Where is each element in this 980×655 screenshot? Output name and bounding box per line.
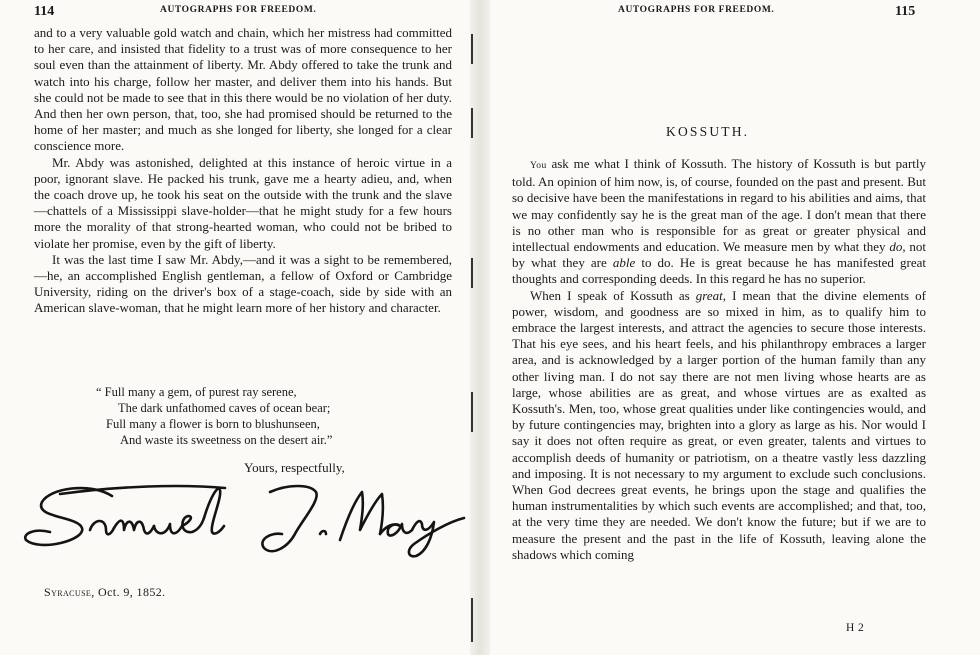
right-running-title: AUTOGRAPHS FOR FREEDOM. bbox=[618, 5, 775, 15]
left-paragraph-2: Mr. Abdy was astonished, delighted at this instance of heroic virtue in a poor, ignorant slave. He packed his trunk, gave me a hearty adieu, and, when the coach drove up, he took his seat on the outside with the trunk and the slave—chattels of a Mississippi slave-holder—that he might study for a few hours more the morality of that strong-hearted woman, who could not be bribed to violate her promise, even by the gift of liberty. bbox=[34, 154, 452, 251]
right-paragraph-1: You ask me what I think of Kossuth. The history of Kossuth is but partly told. An opinion of him now, is, of course, founded on the past and present. But so decisive have been the manifestations in regard to his abilities and aims, that we may confidently say he is the great man of the age. I don't mean that there is no other man who is responsible for as great or greater physical and intellectual endowments and education. We measure men by what they do, not by what they are able to do. He is great because he has manifested great thoughts and corresponding deeds. In this regard he has no superior. bbox=[512, 156, 926, 287]
poem-stanza bbox=[96, 384, 332, 448]
left-body-text bbox=[34, 25, 452, 317]
book-gutter bbox=[470, 0, 490, 655]
right-body-text bbox=[512, 156, 926, 563]
poem-line-3: Full many a flower is born to blushunseen, bbox=[106, 417, 320, 431]
left-page bbox=[0, 0, 470, 655]
closing-salutation: Yours, respectfully, bbox=[244, 460, 345, 475]
left-running-title: AUTOGRAPHS FOR FREEDOM. bbox=[160, 5, 317, 15]
signature-mark: H 2 bbox=[846, 622, 865, 634]
essay-title: KOSSUTH. bbox=[666, 124, 750, 139]
poem-line-4: And waste its sweetness on the desert air.” bbox=[120, 433, 333, 447]
right-page-number: 115 bbox=[895, 4, 916, 19]
left-paragraph-3: It was the last time I saw Mr. Abdy,—and it was a sight to be remembered,—he, an accomplished English gentleman, a fellow of Oxford or Cambridge University, riding on the driver's box of a stage-coach, side by side with an American slave-woman, that he might learn more of her history and character. bbox=[34, 251, 452, 316]
poem-line-2: The dark unfathomed caves of ocean bear; bbox=[118, 401, 331, 415]
left-paragraph-1: and to a very valuable gold watch and chain, which her mistress had committed to her care, and insisted that fidelity to a trust was of more consequence to her soul even than the attainment of liberty. Mr. Abdy offered to take the trunk and watch into his charge, follow her master, and deliver them into his hands. But she could not be made to see that in this there would be no violation of her duty. And then her own person, that, too, she had promised should be returned to the home of her master; and much as she longed for liberty, she longed for a clear conscience more. bbox=[34, 25, 452, 154]
right-paragraph-2: When I speak of Kossuth as great, I mean that the divine elements of power, wisdom, and goodness are so mixed in him, as to qualify him to embrace the largest interests, and attract the agencies to secure those interests. That his eye sees, and his heart feels, and his philanthropy embraces a larger area, and is acknowledged by a larger portion of the human family than any other living man. I do not say there are not men living whose hearts are as large, whose abilities are as great, and whose virtues are as exalted as Kossuth's. Men, too, whose great qualities under like contingencies would, and by future contingencies may, brighten into a glory as large as his. Nor would I say it does not often require as great, or even greater, talents and virtues to accomplish deeds of humanity or patriotism, on a theatre vastly less dazzling and imposing. It is not necessary to my argument to exclude such conclusions. When God decrees great events, he brings upon the stage and qualifies the human instrumentalities by which such events are accomplished; and that, too, at the very time they are needed. We don't know the future; but if we are to measure the present and the past in the life of Kossuth, leaving alone the shadows which coming bbox=[512, 287, 926, 562]
right-page bbox=[490, 0, 980, 655]
left-page-number: 114 bbox=[34, 4, 55, 19]
dateline: Syracuse, Oct. 9, 1852. bbox=[44, 585, 166, 599]
poem-line-1: “ Full many a gem, of purest ray serene, bbox=[96, 385, 297, 399]
handwritten-signature bbox=[20, 478, 468, 560]
